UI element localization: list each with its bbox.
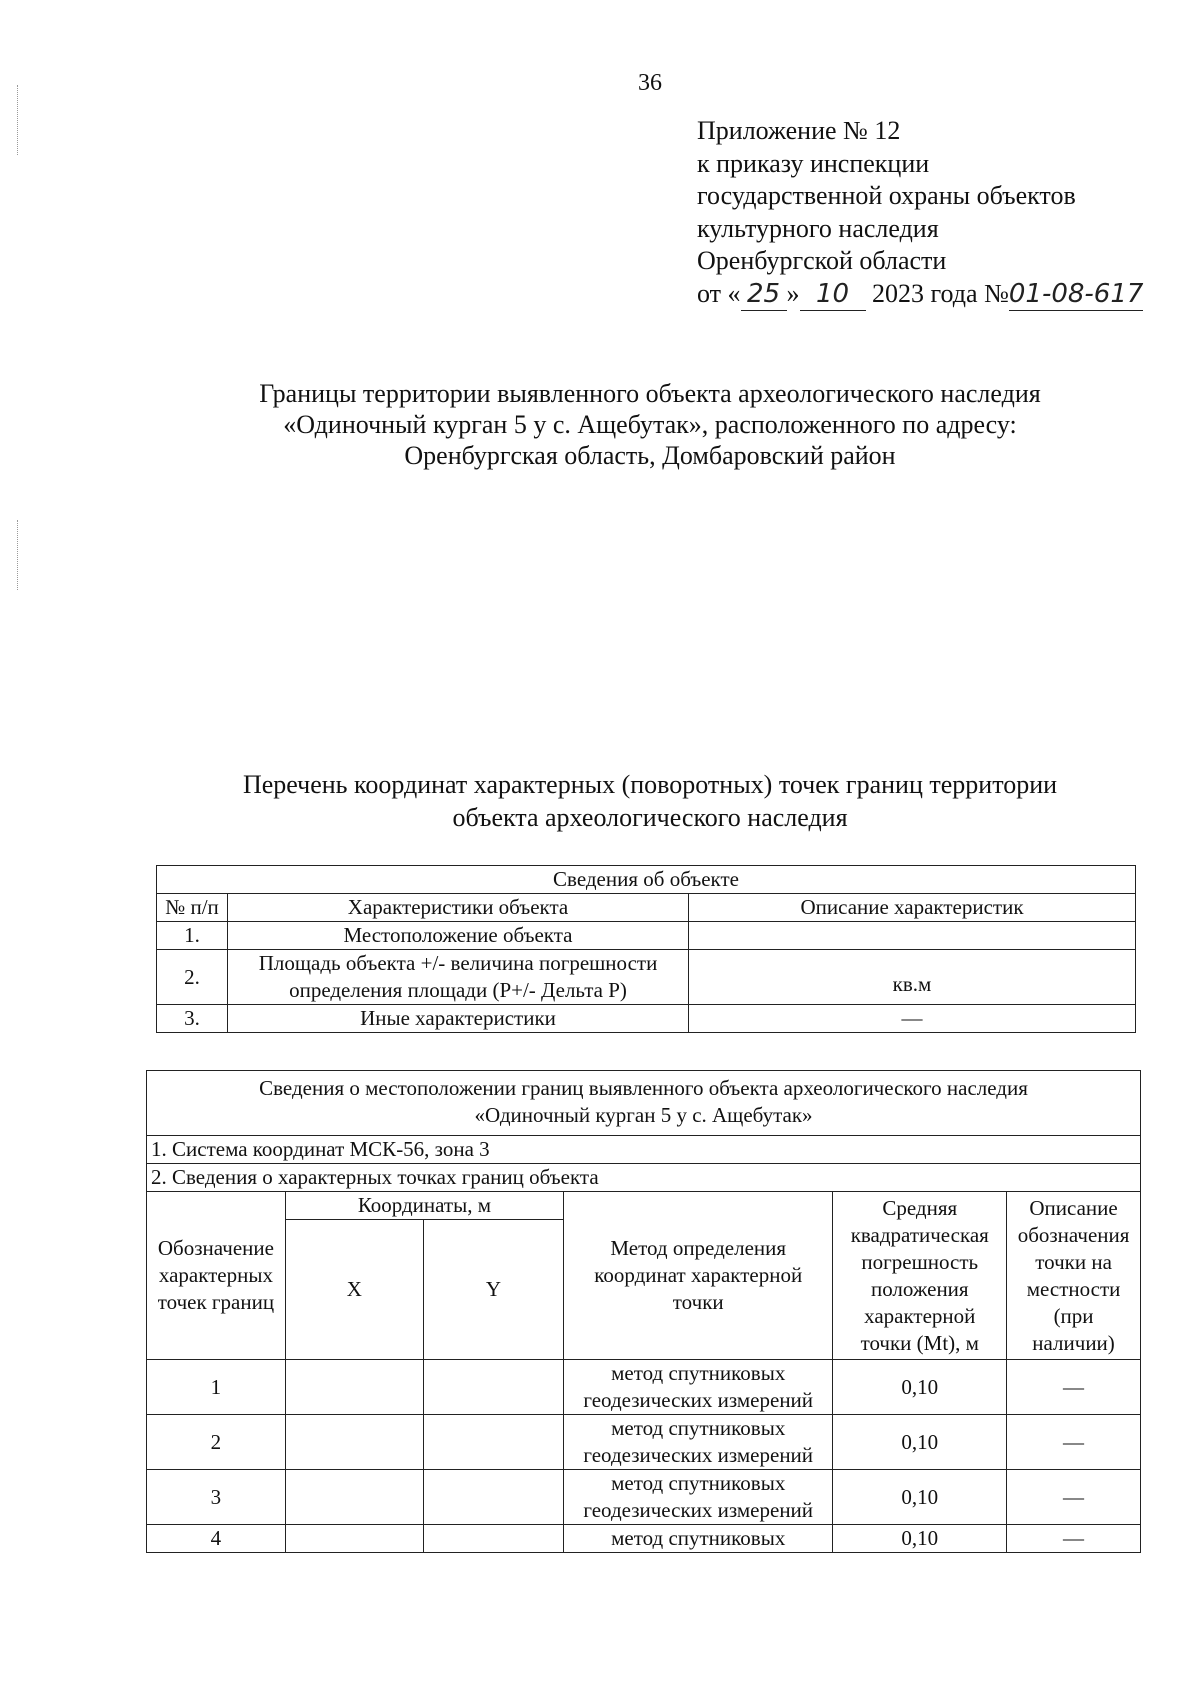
column-header-designation: Обозначение характерных точек границ	[147, 1192, 286, 1360]
table-cell	[285, 1415, 423, 1470]
column-header-num: № п/п	[157, 894, 228, 922]
table-cell: 0,10	[833, 1525, 1007, 1553]
table-cell: 3.	[157, 1005, 228, 1033]
document-title	[0, 378, 1200, 471]
date-mid: »	[786, 278, 800, 308]
table-cell: —	[1007, 1360, 1141, 1415]
column-header-y: Y	[423, 1220, 563, 1360]
table-cell: кв.м	[689, 950, 1136, 1005]
title-line: «Одиночный курган 5 у с. Ащебутак», расположенного по адресу:	[283, 410, 1017, 439]
table-cell	[423, 1470, 563, 1525]
table-row	[147, 1415, 1141, 1470]
table-row	[147, 1164, 1141, 1192]
column-header-description: Описание обозначения точки на местности (при наличии)	[1007, 1192, 1141, 1360]
table-cell: 1.	[157, 922, 228, 950]
table-cell	[423, 1360, 563, 1415]
handwritten-day: 25	[741, 278, 787, 312]
date-prefix: от «	[697, 278, 741, 308]
page-number: 36	[638, 70, 662, 96]
coordinate-system: 1. Система координат МСК-56, зона 3	[147, 1136, 1141, 1164]
table-cell: 1	[147, 1360, 286, 1415]
table-header: Сведения об объекте	[157, 866, 1136, 894]
header-line: Сведения о местоположении границ выявленного объекта археологического наследия	[259, 1076, 1028, 1100]
table-cell: 2	[147, 1415, 286, 1470]
table-cell: 3	[147, 1470, 286, 1525]
table-cell	[689, 922, 1136, 950]
table-row	[147, 1525, 1141, 1553]
appendix-line: Оренбургской области	[697, 246, 947, 275]
table-cell: 0,10	[833, 1470, 1007, 1525]
table-cell: —	[1007, 1525, 1141, 1553]
table-cell: метод спутниковых	[564, 1525, 833, 1553]
column-header-coords: Координаты, м	[285, 1192, 563, 1220]
column-header-desc: Описание характеристик	[689, 894, 1136, 922]
column-header-error: Средняя квадратическая погрешность положения характерной точки (Mt), м	[833, 1192, 1007, 1360]
table-cell: 2.	[157, 950, 228, 1005]
title-line: Границы территории выявленного объекта археологического наследия	[259, 379, 1041, 408]
date-year: 2023 года №	[865, 278, 1009, 308]
table-cell: —	[1007, 1470, 1141, 1525]
table-cell	[285, 1470, 423, 1525]
table-cell	[423, 1525, 563, 1553]
table-cell: метод спутниковых геодезических измерений	[564, 1415, 833, 1470]
table-row	[157, 1005, 1136, 1033]
handwritten-order-number: 01-08-617	[1009, 278, 1144, 312]
appendix-line: государственной охраны объектов	[697, 181, 1076, 210]
column-header-method: Метод определения координат характерной точки	[564, 1192, 833, 1360]
appendix-block	[697, 115, 1143, 311]
column-header-x: X	[285, 1220, 423, 1360]
header-line: «Одиночный курган 5 у с. Ащебутак»	[474, 1103, 813, 1127]
table-cell: метод спутниковых геодезических измерений	[564, 1470, 833, 1525]
table-cell: —	[1007, 1415, 1141, 1470]
appendix-line: Приложение № 12	[697, 116, 901, 145]
column-header-char: Характеристики объекта	[228, 894, 689, 922]
table-row	[157, 866, 1136, 894]
table-cell	[423, 1415, 563, 1470]
table-cell: —	[689, 1005, 1136, 1033]
points-title: 2. Сведения о характерных точках границ объекта	[147, 1164, 1141, 1192]
table-header	[147, 1071, 1141, 1136]
table-cell: 4	[147, 1525, 286, 1553]
appendix-line: к приказу инспекции	[697, 148, 930, 178]
table-cell: 0,10	[833, 1360, 1007, 1415]
table-row	[157, 894, 1136, 922]
table-row	[157, 922, 1136, 950]
list-title-line: объекта археологического наследия	[452, 803, 848, 832]
list-title-line: Перечень координат характерных (поворотных) точек границ территории	[242, 770, 1058, 799]
table-cell: Иные характеристики	[228, 1005, 689, 1033]
table-cell: 0,10	[833, 1415, 1007, 1470]
table-cell	[285, 1525, 423, 1553]
title-line: Оренбургская область, Домбаровский район	[404, 441, 896, 470]
table-cell: метод спутниковых геодезических измерений	[564, 1360, 833, 1415]
table-row	[147, 1136, 1141, 1164]
appendix-line: культурного наследия	[697, 213, 939, 243]
coordinates-list-title	[0, 768, 1200, 834]
handwritten-month: 10	[800, 278, 866, 312]
margin-scan-marks	[17, 520, 20, 590]
table-row	[147, 1192, 1141, 1220]
appendix-date-line	[697, 278, 1143, 312]
table-cell: Площадь объекта +/- величина погрешности определения площади (Р+/- Дельта Р)	[228, 950, 689, 1005]
table-cell: Местоположение объекта	[228, 922, 689, 950]
table-row	[147, 1071, 1141, 1136]
object-info-table	[156, 865, 1136, 1033]
table-row	[157, 950, 1136, 1005]
boundary-location-table	[146, 1070, 1141, 1553]
table-row	[147, 1470, 1141, 1525]
table-row	[147, 1360, 1141, 1415]
table-cell	[285, 1360, 423, 1415]
